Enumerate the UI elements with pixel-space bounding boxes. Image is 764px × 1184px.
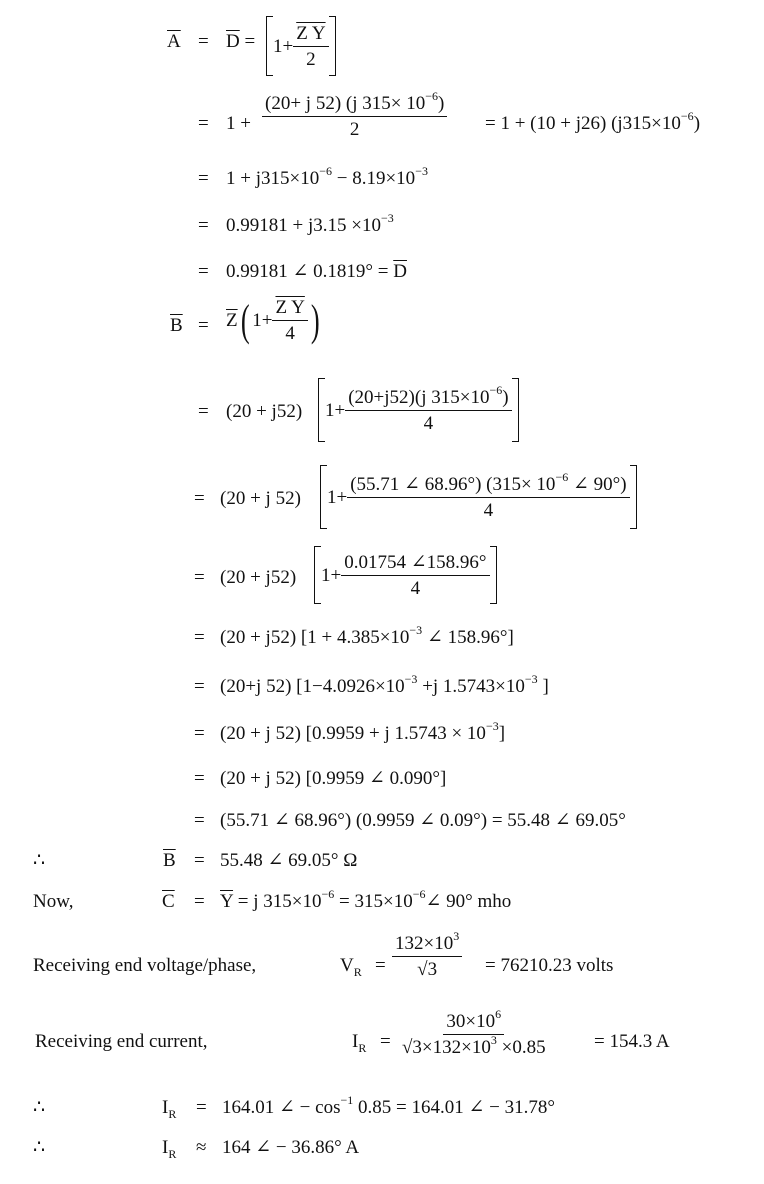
equals: = bbox=[198, 113, 209, 134]
exp: −3 bbox=[415, 164, 428, 178]
subscript: R bbox=[168, 1147, 177, 1161]
equals: = bbox=[194, 850, 205, 871]
fraction bbox=[341, 553, 489, 598]
num-text: (20+ j 52) (j 315× 10 bbox=[265, 93, 426, 114]
num-end: ) bbox=[438, 93, 445, 114]
equals: = bbox=[198, 261, 209, 282]
bracket-expr bbox=[320, 465, 637, 529]
t1: 0.99181 ∠ 0.1819° = bbox=[226, 261, 394, 282]
V-symbol: V bbox=[340, 955, 354, 976]
numerator bbox=[347, 469, 629, 498]
denominator: 4 bbox=[410, 577, 421, 599]
exp: 3 bbox=[453, 929, 460, 943]
term: (20 + j52) bbox=[220, 567, 297, 588]
equals: = bbox=[380, 1031, 391, 1052]
equals: = bbox=[198, 401, 209, 422]
rhs: = 154.3 A bbox=[594, 1031, 670, 1052]
t2: ] bbox=[498, 723, 506, 744]
fraction bbox=[262, 89, 447, 140]
equals: = bbox=[375, 955, 386, 976]
equals: = bbox=[198, 315, 209, 336]
equals: = bbox=[194, 810, 205, 831]
Z-symbol: $\overline{Z}$ bbox=[226, 310, 238, 331]
I-symbol: I bbox=[352, 1031, 359, 1052]
equals: = bbox=[196, 1097, 207, 1118]
right-bracket bbox=[512, 378, 519, 442]
exp: 3 bbox=[490, 1033, 497, 1047]
right-bracket bbox=[329, 16, 336, 76]
denominator: √3 bbox=[417, 959, 438, 980]
fraction bbox=[345, 382, 511, 434]
D-symbol: $\overline{D}$ bbox=[393, 261, 407, 282]
exp: −3 bbox=[380, 211, 394, 225]
num-text: 30×10 bbox=[446, 1011, 496, 1032]
therefore-symbol: ∴ bbox=[33, 1137, 46, 1158]
lhs-B: $\overline{B}$ bbox=[163, 850, 176, 871]
numerator: Z Y bbox=[272, 298, 307, 321]
fraction bbox=[402, 1007, 546, 1058]
exp: −6 bbox=[412, 887, 426, 901]
numerator bbox=[345, 382, 511, 411]
left-bracket bbox=[320, 465, 327, 529]
term: (20 + j 52) bbox=[220, 488, 301, 509]
equals: = bbox=[194, 768, 205, 789]
exp: −3 bbox=[485, 719, 499, 733]
rhs bbox=[226, 32, 255, 51]
equals: = bbox=[194, 723, 205, 744]
num-text: (55.71 ∠ 68.96°) (315× 10 bbox=[350, 473, 556, 495]
D-symbol: $\overline{D}$ bbox=[226, 31, 240, 52]
num-end: ∠ 90°) bbox=[568, 473, 627, 495]
exp: −6 bbox=[555, 469, 569, 484]
den-end: ×0.85 bbox=[496, 1037, 546, 1058]
denominator: 4 bbox=[423, 412, 434, 434]
Y-symbol: $\overline{Y}$ bbox=[220, 891, 234, 912]
equals: = bbox=[194, 488, 205, 509]
fraction-expr bbox=[392, 929, 462, 980]
exp: −6 bbox=[425, 89, 439, 103]
equals: = bbox=[198, 168, 209, 189]
rhs: = 76210.23 volts bbox=[485, 955, 614, 976]
equals: = bbox=[194, 567, 205, 588]
denominator: 2 bbox=[349, 119, 360, 140]
subscript: R bbox=[168, 1107, 177, 1121]
left-paren: ( bbox=[240, 295, 250, 345]
exp: 6 bbox=[495, 1007, 502, 1021]
term: 1+ bbox=[273, 35, 294, 57]
rhs: 164 ∠ − 36.86° A bbox=[222, 1137, 360, 1158]
numerator bbox=[443, 1007, 504, 1035]
term: 1+ bbox=[321, 564, 342, 586]
I-symbol: I bbox=[162, 1137, 169, 1158]
left-bracket bbox=[318, 378, 325, 442]
denominator: 2 bbox=[306, 48, 316, 70]
term: (20 + j52) bbox=[226, 401, 303, 422]
rhs bbox=[220, 719, 506, 744]
numerator: Z Y bbox=[293, 24, 328, 47]
equals: = bbox=[198, 31, 209, 52]
therefore-symbol: ∴ bbox=[33, 850, 46, 871]
denominator: 4 bbox=[285, 323, 295, 344]
right-paren: ) bbox=[310, 295, 320, 345]
right-bracket bbox=[490, 546, 497, 604]
label-receiving-voltage: Receiving end voltage/phase, bbox=[33, 955, 257, 976]
t1: 0.99181 + j3.15 ×10 bbox=[226, 215, 381, 236]
exp: −6 bbox=[319, 164, 332, 178]
bracket-expr bbox=[318, 378, 519, 442]
num-end: ) bbox=[502, 386, 509, 408]
rhs bbox=[226, 164, 428, 189]
rhs: (20 + j 52) [0.9959 ∠ 0.090°] bbox=[220, 768, 447, 789]
t1: (20 + j52) [1 + 4.385×10 bbox=[220, 627, 410, 648]
t3: ] bbox=[537, 676, 549, 697]
fraction-expr bbox=[262, 89, 447, 140]
rhs bbox=[220, 623, 514, 648]
t4: ∠ 90° mho bbox=[425, 891, 512, 912]
t3: = 315×10 bbox=[334, 891, 413, 912]
equals: = bbox=[198, 215, 209, 236]
therefore-symbol: ∴ bbox=[33, 1097, 46, 1118]
paren-expr bbox=[226, 295, 323, 345]
t1: 164.01 ∠ − cos bbox=[222, 1097, 341, 1118]
left-bracket bbox=[314, 546, 321, 604]
t2: ∠ 158.96°] bbox=[422, 627, 514, 648]
t2: +j 1.5743×10 bbox=[417, 676, 525, 697]
bracket-expr bbox=[266, 16, 336, 76]
rhs-text: = 1 + (10 + j26) (j315×10 bbox=[485, 113, 681, 134]
fraction bbox=[272, 298, 307, 343]
rhs bbox=[226, 262, 407, 281]
term: 1+ bbox=[252, 310, 273, 331]
equals: = bbox=[194, 627, 205, 648]
subscript: R bbox=[353, 965, 362, 979]
approx: ≈ bbox=[196, 1137, 207, 1158]
fraction bbox=[293, 24, 328, 69]
subscript: R bbox=[358, 1041, 367, 1055]
t1: (20+j 52) [1−4.0926×10 bbox=[220, 676, 405, 697]
rhs-end: ) bbox=[693, 113, 701, 134]
lhs-IR bbox=[162, 1097, 177, 1121]
t2: = j 315×10 bbox=[233, 891, 322, 912]
exp: −6 bbox=[321, 887, 335, 901]
lhs-IR bbox=[162, 1137, 177, 1161]
lhs-VR bbox=[340, 955, 362, 979]
fraction bbox=[347, 469, 629, 521]
rhs: 55.48 ∠ 69.05° Ω bbox=[220, 850, 358, 871]
lhs-IR bbox=[352, 1031, 367, 1055]
lhs-A: $\overline{A}$ bbox=[167, 31, 181, 52]
numerator bbox=[392, 929, 462, 957]
lhs-B: $\overline{B}$ bbox=[170, 315, 183, 336]
denominator bbox=[402, 1035, 546, 1057]
t1: 1 + j315×10 bbox=[226, 168, 320, 189]
label-now: Now, bbox=[33, 891, 74, 912]
lhs-C: $\overline{C}$ bbox=[162, 891, 175, 912]
bracket-expr bbox=[314, 546, 497, 604]
num-text: (20+j52)(j 315×10 bbox=[348, 386, 490, 408]
num-text: 132×10 bbox=[395, 933, 454, 954]
exp: −3 bbox=[524, 672, 538, 686]
label-receiving-current: Receiving end current, bbox=[35, 1031, 208, 1052]
equals: = bbox=[194, 891, 205, 912]
rhs bbox=[222, 1093, 555, 1118]
exp: −3 bbox=[409, 623, 423, 637]
numerator bbox=[262, 89, 447, 117]
exp: −1 bbox=[340, 1093, 354, 1107]
rhs: (55.71 ∠ 68.96°) (0.9959 ∠ 0.09°) = 55.48 ∠ 69.05° bbox=[220, 810, 626, 831]
denominator: 4 bbox=[483, 499, 494, 521]
fraction-expr bbox=[402, 1007, 546, 1058]
exp: −3 bbox=[404, 672, 418, 686]
t2: 0.85 = 164.01 ∠ − 31.78° bbox=[353, 1097, 555, 1118]
numerator: 0.01754 ∠158.96° bbox=[341, 553, 489, 576]
rhs bbox=[226, 211, 394, 236]
t1: (20 + j 52) [0.9959 + j 1.5743 × 10 bbox=[220, 723, 486, 744]
exp: −6 bbox=[680, 109, 694, 123]
right-bracket bbox=[630, 465, 637, 529]
equals: = bbox=[194, 676, 205, 697]
term: 1+ bbox=[327, 486, 348, 508]
fraction bbox=[392, 929, 462, 980]
rhs bbox=[220, 887, 512, 912]
equals: = bbox=[244, 31, 256, 52]
den-text: √3×132×10 bbox=[402, 1037, 491, 1058]
term: 1+ bbox=[325, 399, 346, 421]
exp: −6 bbox=[489, 382, 503, 397]
rhs bbox=[485, 109, 701, 134]
I-symbol: I bbox=[162, 1097, 169, 1118]
t2: − 8.19×10 bbox=[332, 168, 416, 189]
left-bracket bbox=[266, 16, 273, 76]
rhs bbox=[220, 672, 549, 697]
term: 1 + bbox=[226, 113, 251, 134]
